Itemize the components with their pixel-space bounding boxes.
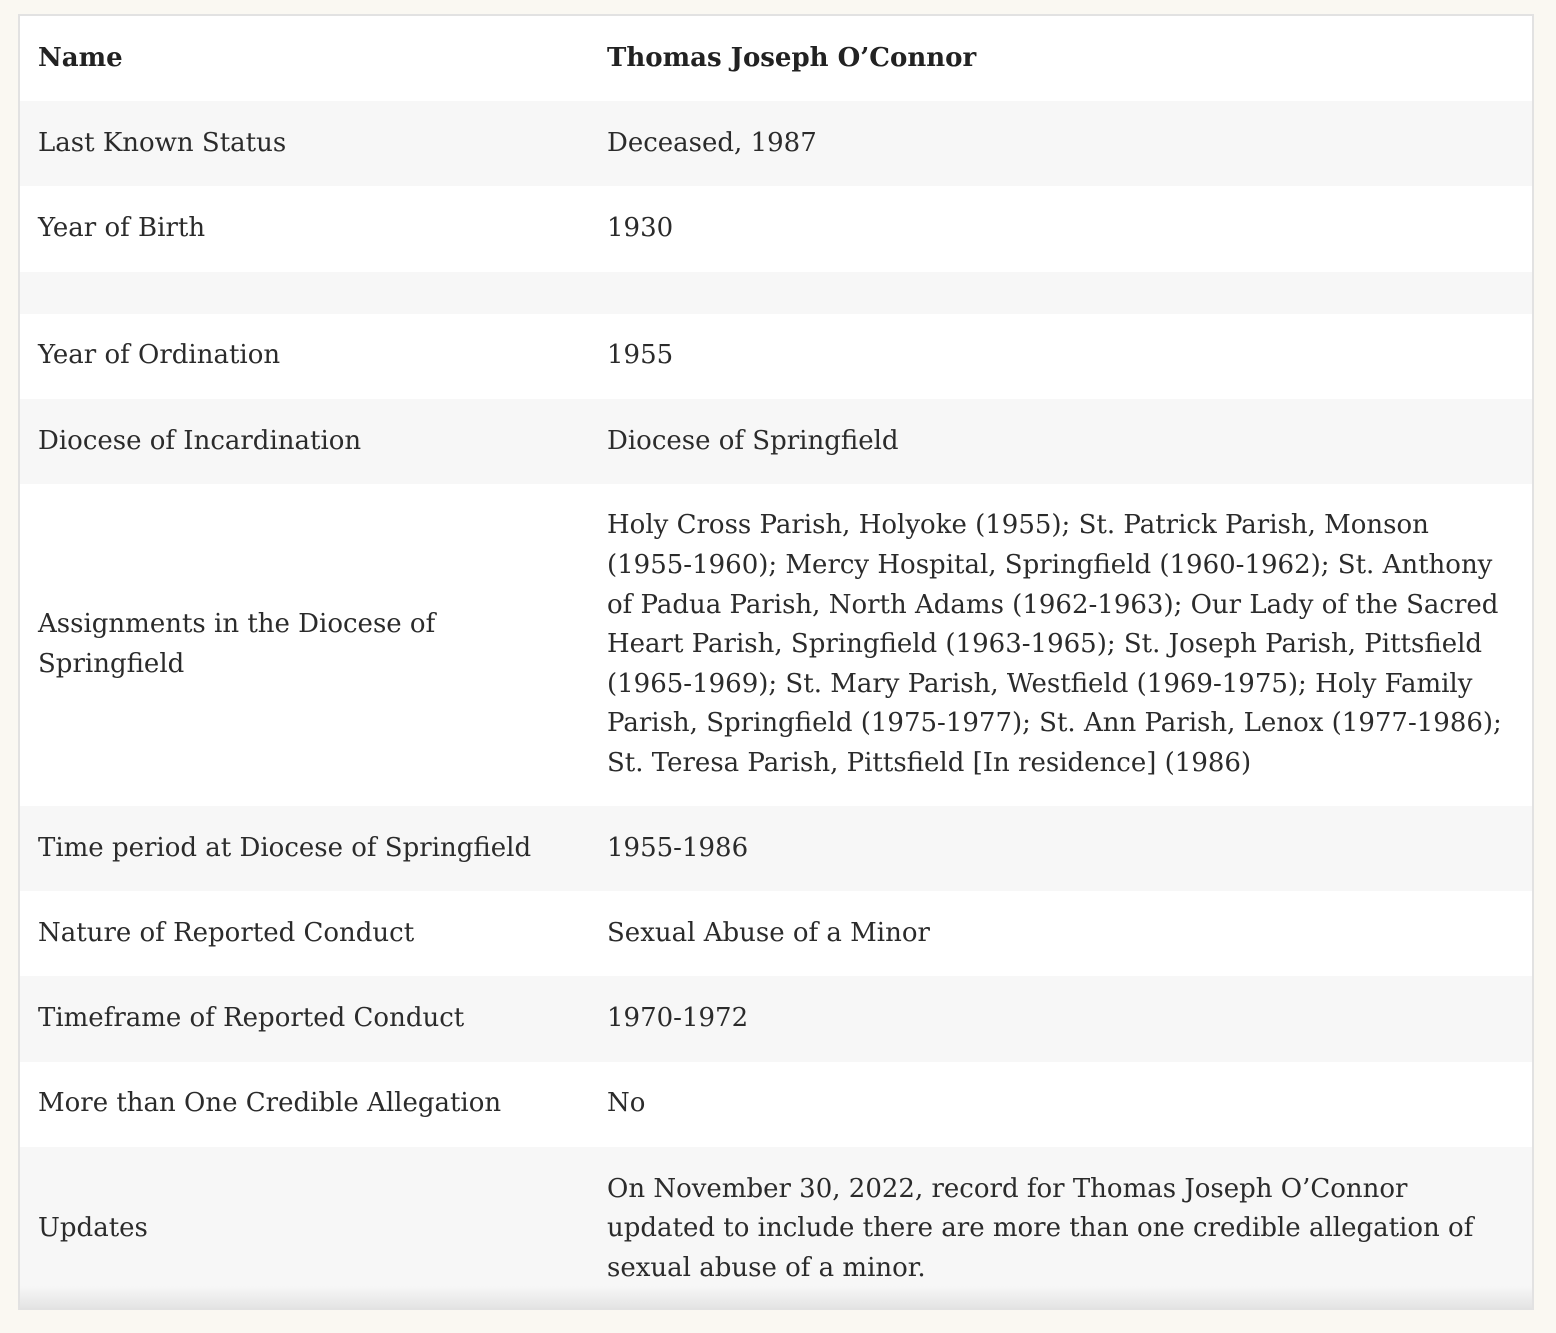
table-row-assignments — [20, 484, 1532, 806]
table-row-nature — [20, 891, 1532, 976]
record-card — [18, 14, 1534, 1310]
empty-cell — [20, 272, 589, 314]
field-value-incardination: Diocese of Springfield — [589, 399, 1532, 484]
table-row-updates — [20, 1147, 1532, 1310]
field-label: Timeframe of Reported Conduct — [20, 976, 589, 1061]
field-value-timeframe: 1970-1972 — [589, 976, 1532, 1061]
field-value-multiple-allegations: No — [607, 1088, 646, 1119]
field-label: Updates — [20, 1147, 589, 1310]
field-label: Name — [38, 42, 123, 73]
field-label: Nature of Reported Conduct — [38, 917, 415, 948]
field-value-ordination: 1955 — [607, 340, 674, 371]
table-row-multiple-allegations — [20, 1062, 1532, 1147]
field-label: Year of Birth — [38, 213, 206, 244]
clergy-record-table — [20, 16, 1532, 1310]
field-label: Diocese of Incardination — [20, 399, 589, 484]
field-label: More than One Credible Allegation — [38, 1088, 502, 1119]
field-value-status: Deceased, 1987 — [589, 101, 1532, 186]
field-value-assignments: Holy Cross Parish, Holyoke (1955); St. Patrick Parish, Monson (1955-1960); Mercy Hospital, Springfield (1960-1962); St. Anthony of Padua Parish, North Adams (1962-1963); Our Lady of the Sacred Heart Parish, Springfield (1963-1965); St. Joseph Parish, Pittsfield (1965-1969); St. Mary Parish, Westfield (1969-1975); Holy Family Parish, Springfield (1975-1977); St. Ann Parish, Lenox (1977-1986); St. Teresa Parish, Pittsfield [In residence] (1986) — [607, 510, 1502, 778]
table-row-timeframe — [20, 976, 1532, 1061]
table-row-incardination — [20, 399, 1532, 484]
field-value-name: Thomas Joseph O’Connor — [607, 42, 977, 73]
table-row-time-period — [20, 806, 1532, 891]
field-label: Last Known Status — [20, 101, 589, 186]
field-label: Assignments in the Diocese of Springfield — [38, 609, 436, 679]
table-row-empty — [20, 272, 1532, 314]
empty-cell — [589, 272, 1532, 314]
table-row-birth — [20, 186, 1532, 271]
table-row-ordination — [20, 314, 1532, 399]
table-row-status — [20, 101, 1532, 186]
table-row-name — [20, 16, 1532, 101]
field-value-nature: Sexual Abuse of a Minor — [607, 917, 930, 948]
field-label: Year of Ordination — [38, 340, 281, 371]
field-value-updates: On November 30, 2022, record for Thomas Joseph O’Connor updated to include there are more than one credible allegation of sexual abuse of a minor. — [589, 1147, 1532, 1310]
field-value-birth: 1930 — [607, 213, 674, 244]
field-value-time-period: 1955-1986 — [589, 806, 1532, 891]
field-label: Time period at Diocese of Springfield — [20, 806, 589, 891]
